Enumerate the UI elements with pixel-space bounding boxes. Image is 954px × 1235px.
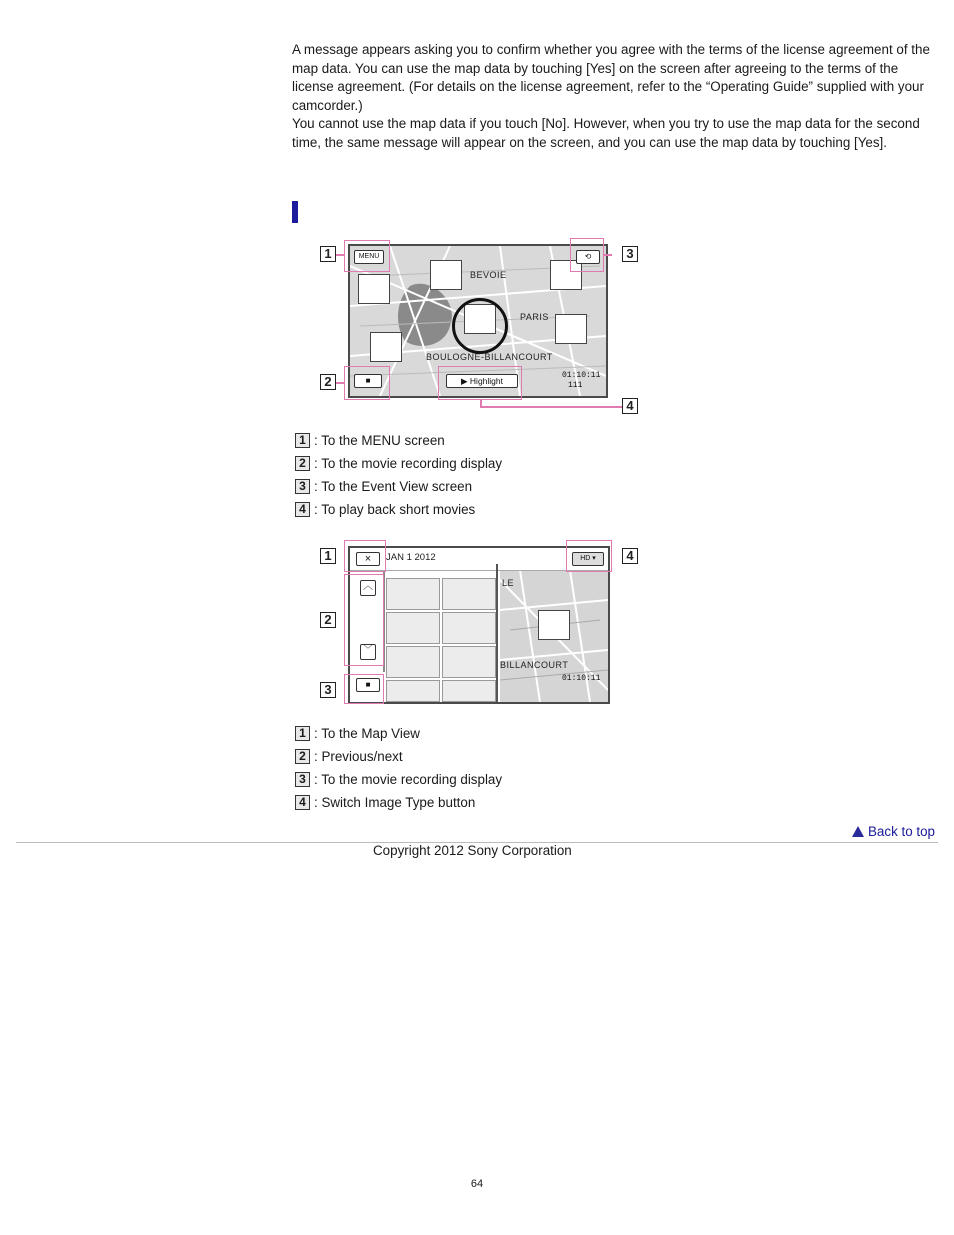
page-number: 64 xyxy=(470,1178,484,1190)
chevron-down-icon: ﹀ xyxy=(363,645,373,656)
menu-button[interactable]: MENU xyxy=(354,250,384,264)
intro-text xyxy=(292,41,937,152)
legend-item xyxy=(295,722,502,745)
vertical-divider xyxy=(496,564,498,702)
date-label: JAN 1 2012 xyxy=(386,552,436,563)
callout-number-4: 4 xyxy=(622,398,638,414)
photo-count: 111 xyxy=(568,381,583,390)
legend-item xyxy=(295,475,502,498)
legend-text: : To the movie recording display xyxy=(314,772,503,787)
legend-list-1 xyxy=(295,429,502,521)
intro-paragraph-2: You cannot use the map data if you touch [No]. However, when you try to use the map data for the second time, the same message will appear on the screen, and you can use the map data by touching [Yes]. xyxy=(292,116,920,150)
selection-circle xyxy=(452,298,508,354)
timecode: 01:10:11 xyxy=(562,674,601,683)
legend-text: : To the Event View screen xyxy=(314,479,473,494)
thumbnail-cell[interactable] xyxy=(386,612,440,644)
photo-thumbnail[interactable] xyxy=(538,610,570,640)
highlight-icon: ▶ xyxy=(461,376,468,386)
legend-number: 1 xyxy=(295,433,310,448)
legend-item xyxy=(295,768,502,791)
legend-number: 2 xyxy=(295,749,310,764)
photo-thumbnail[interactable] xyxy=(430,260,462,290)
callout-number-3: 3 xyxy=(320,682,336,698)
legend-number: 2 xyxy=(295,456,310,471)
map-label-le: LE xyxy=(502,578,515,588)
chevron-up-icon: ︿ xyxy=(363,581,373,592)
copyright-text: Copyright 2012 Sony Corporation xyxy=(373,843,572,858)
section-heading-bar xyxy=(292,201,298,223)
legend-text: : To play back short movies xyxy=(314,502,476,517)
legend-text: : To the MENU screen xyxy=(314,433,445,448)
callout-box-3 xyxy=(570,238,604,272)
timecode: 01:10:11 xyxy=(562,371,601,380)
photo-thumbnail[interactable] xyxy=(358,274,390,304)
thumbnail-cell[interactable] xyxy=(386,578,440,610)
callout-box-4 xyxy=(566,540,612,572)
callout-line-2 xyxy=(336,382,344,384)
callout-box-1 xyxy=(344,540,386,572)
map-label-boulogne: BOULOGNE-BILLANCOURT xyxy=(426,352,553,362)
legend-number: 1 xyxy=(295,726,310,741)
callout-box-3 xyxy=(344,674,384,704)
legend-text: : Previous/next xyxy=(314,749,403,764)
index-view-figure xyxy=(318,538,643,708)
callout-line-3 xyxy=(604,254,612,256)
highlight-label: Highlight xyxy=(469,376,503,386)
thumbnail-cell[interactable] xyxy=(442,680,496,702)
legend-item xyxy=(295,791,502,814)
callout-line-4h xyxy=(480,406,624,408)
dropdown-arrow-icon: ▾ xyxy=(592,555,596,562)
legend-item xyxy=(295,452,502,475)
photo-thumbnail[interactable] xyxy=(370,332,402,362)
legend-text: : Switch Image Type button xyxy=(314,795,476,810)
legend-text: : To the Map View xyxy=(314,726,420,741)
map-view-figure xyxy=(318,236,643,416)
callout-number-2: 2 xyxy=(320,374,336,390)
intro-paragraph-1: A message appears asking you to confirm whether you agree with the terms of the license agreement of the map data. You can use the map data by touching [Yes] on the screen after agreeing to the terms of the license agreement. (For details on the license agreement, refer to the “Operating Guide” supplied with your camcorder.) xyxy=(292,42,930,113)
callout-box-1 xyxy=(344,240,390,272)
legend-item xyxy=(295,429,502,452)
callout-line-1 xyxy=(336,254,344,256)
thumbnail-cell[interactable] xyxy=(442,578,496,610)
legend-item xyxy=(295,498,502,521)
callout-number-1: 1 xyxy=(320,246,336,262)
callout-box-2 xyxy=(344,574,384,666)
event-view-icon: ⟲ xyxy=(584,252,592,261)
camera-icon: ■ xyxy=(365,680,371,689)
callout-box-4 xyxy=(438,366,522,400)
callout-number-4: 4 xyxy=(622,548,638,564)
up-arrow-icon xyxy=(852,826,864,837)
back-to-top-label: Back to top xyxy=(868,824,935,839)
legend-number: 4 xyxy=(295,795,310,810)
legend-number: 3 xyxy=(295,479,310,494)
legend-number: 4 xyxy=(295,502,310,517)
callout-number-2: 2 xyxy=(320,612,336,628)
legend-list-2 xyxy=(295,722,502,814)
callout-number-1: 1 xyxy=(320,548,336,564)
photo-thumbnail[interactable] xyxy=(555,314,587,344)
map-label-billancourt: BILLANCOURT xyxy=(500,660,569,670)
close-icon: × xyxy=(364,553,372,565)
map-label-paris: PARIS xyxy=(520,312,549,322)
back-to-top-link[interactable] xyxy=(852,824,935,839)
legend-text: : To the movie recording display xyxy=(314,456,503,471)
thumbnail-cell[interactable] xyxy=(386,646,440,678)
callout-box-2 xyxy=(344,366,390,400)
camera-icon: ■ xyxy=(365,376,371,385)
hd-label: HD xyxy=(580,555,591,562)
thumbnail-cell[interactable] xyxy=(386,680,440,702)
callout-number-3: 3 xyxy=(622,246,638,262)
map-label-bevoie: BEVOIE xyxy=(470,270,507,280)
thumbnail-cell[interactable] xyxy=(442,612,496,644)
legend-item xyxy=(295,745,502,768)
legend-number: 3 xyxy=(295,772,310,787)
thumbnail-cell[interactable] xyxy=(442,646,496,678)
